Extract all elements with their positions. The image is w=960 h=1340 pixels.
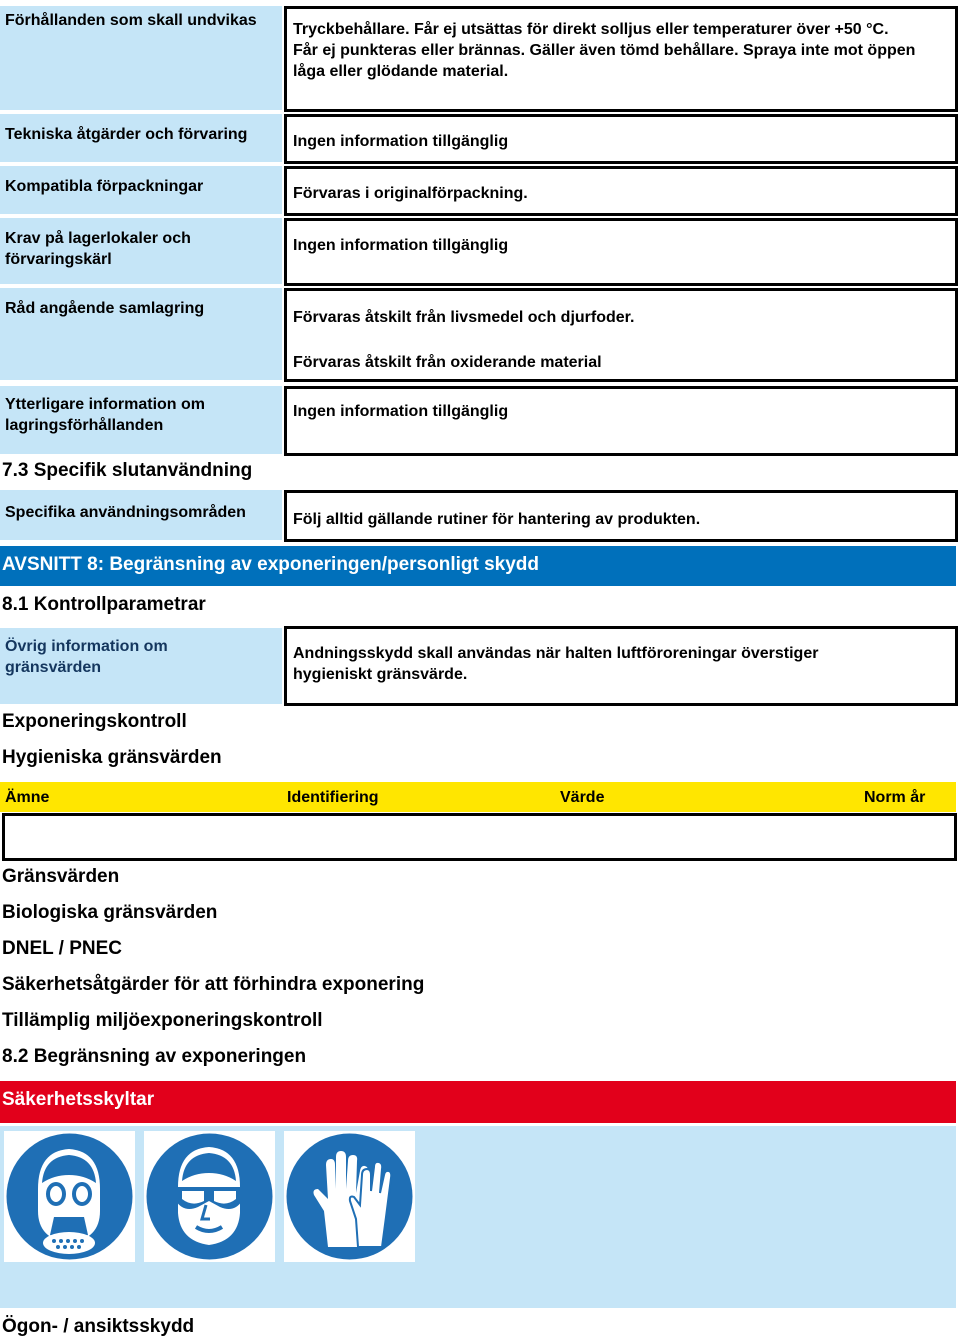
extra-value: Ingen information tillgänglig bbox=[284, 386, 958, 456]
extra-label-line-2: lagringsförhållanden bbox=[5, 417, 164, 434]
header-norm-year: Norm år bbox=[864, 789, 926, 806]
extra-label bbox=[0, 386, 282, 454]
colocation-label: Råd angående samlagring bbox=[0, 288, 282, 380]
header-identification: Identifiering bbox=[287, 789, 379, 806]
avoid-line-1: Tryckbehållare. Får ej utsättas för direkt solljus eller temperaturer över +50 °C. bbox=[293, 21, 889, 38]
header-value: Värde bbox=[560, 789, 605, 806]
other-label-line-1: Övrig information om bbox=[5, 638, 168, 655]
storage-value: Ingen information tillgänglig bbox=[284, 218, 958, 286]
avoid-value bbox=[284, 6, 958, 112]
colocation-value-1: Förvaras åtskilt från livsmedel och djurfoder. bbox=[293, 309, 635, 326]
tech-value: Ingen information tillgänglig bbox=[284, 114, 958, 164]
eye-protection-heading: Ögon- / ansiktsskydd bbox=[2, 1316, 195, 1337]
limits-heading: Gränsvärden bbox=[2, 866, 120, 887]
storage-label-line-2: förvaringskärl bbox=[5, 251, 112, 268]
subsection-8-1-heading: 8.1 Kontrollparametrar bbox=[2, 594, 206, 615]
other-value-line-1: Andningsskydd skall användas när halten luftföroreningar överstiger bbox=[293, 645, 819, 662]
extra-label-line-1: Ytterligare information om bbox=[5, 396, 206, 413]
colocation-value-box bbox=[284, 288, 958, 382]
header-substance: Ämne bbox=[5, 789, 50, 806]
bio-limits-heading: Biologiska gränsvärden bbox=[2, 902, 218, 923]
safety-measures-heading: Säkerhetsåtgärder för att förhindra exponering bbox=[2, 974, 425, 995]
subsection-8-2-heading: 8.2 Begränsning av exponeringen bbox=[2, 1046, 307, 1067]
compat-label: Kompatibla förpackningar bbox=[0, 166, 282, 214]
avoid-line-2: Får ej punkteras eller brännas. Gäller även tömd behållare. Spraya inte mot öppen bbox=[293, 42, 916, 59]
limits-table-header bbox=[0, 782, 956, 812]
other-limits-value bbox=[284, 626, 958, 706]
avoid-label: Förhållanden som skall undvikas bbox=[0, 6, 282, 110]
compat-value: Förvaras i originalförpackning. bbox=[284, 166, 958, 216]
respirator-sign-icon bbox=[4, 1131, 135, 1262]
safety-signs-bar: Säkerhetsskyltar bbox=[0, 1081, 956, 1123]
specific-label: Specifika användningsområden bbox=[0, 490, 282, 540]
env-control-heading: Tillämplig miljöexponeringskontroll bbox=[2, 1010, 323, 1031]
other-value-line-2: hygieniskt gränsvärde. bbox=[293, 666, 468, 683]
other-limits-label bbox=[0, 628, 282, 704]
subsection-7-3-heading: 7.3 Specifik slutanvändning bbox=[2, 460, 253, 481]
limits-table-empty-row bbox=[2, 813, 957, 861]
storage-label-line-1: Krav på lagerlokaler och bbox=[5, 230, 191, 247]
section-8-title: AVSNITT 8: Begränsning av exponeringen/personligt skydd bbox=[0, 546, 956, 586]
exposure-control-heading: Exponeringskontroll bbox=[2, 711, 187, 732]
storage-label bbox=[0, 218, 282, 284]
specific-value: Följ alltid gällande rutiner för hantering av produkten. bbox=[284, 490, 958, 542]
tech-label: Tekniska åtgärder och förvaring bbox=[0, 114, 282, 162]
other-label-line-2: gränsvärden bbox=[5, 659, 102, 676]
gloves-sign-icon bbox=[284, 1131, 415, 1262]
avoid-line-3: låga eller glödande material. bbox=[293, 63, 509, 80]
goggles-sign-icon bbox=[144, 1131, 275, 1262]
colocation-value-2: Förvaras åtskilt från oxiderande material bbox=[293, 354, 602, 371]
hygienic-limits-heading: Hygieniska gränsvärden bbox=[2, 747, 222, 768]
dnel-heading: DNEL / PNEC bbox=[2, 938, 123, 959]
